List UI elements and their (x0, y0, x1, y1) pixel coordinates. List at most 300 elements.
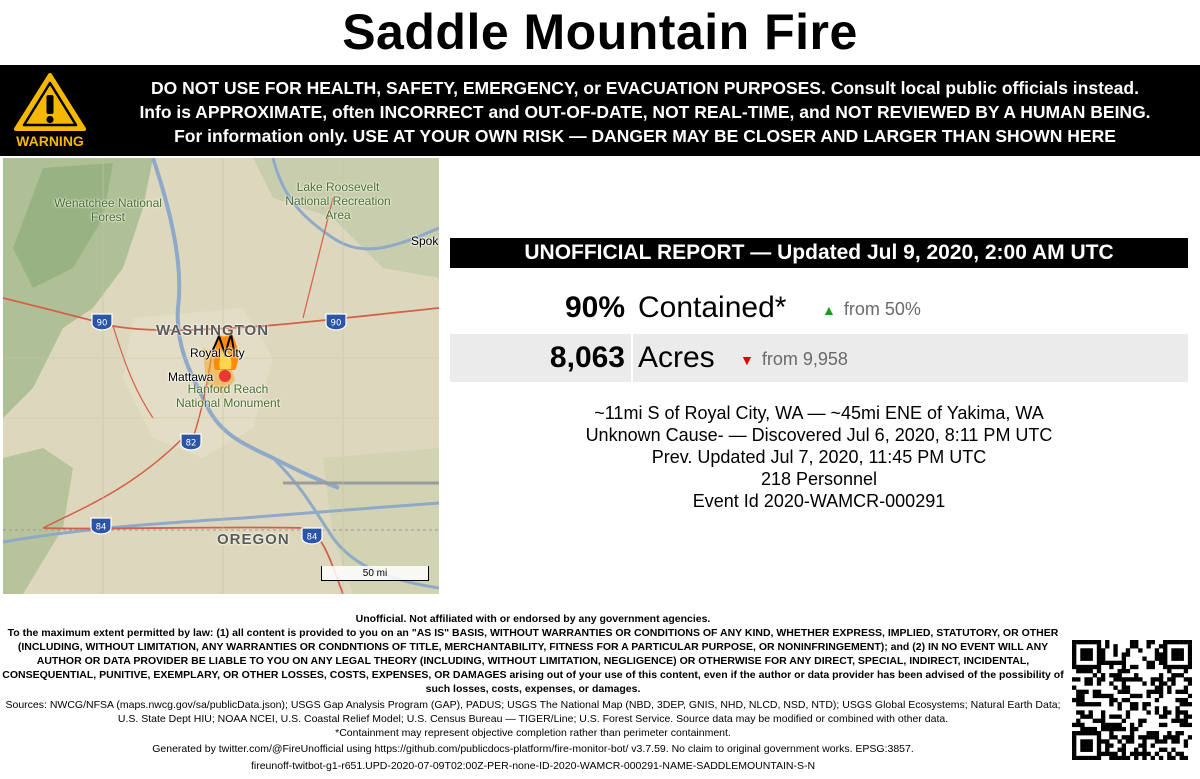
report-id-text: fireunoff-twitbot-g1-r651.UPD-2020-07-09T02:00Z-PER-none-ID-2020-WAMCR-000291-NAME-SADDLEMOUNTAIN-S-N (250, 760, 816, 772)
qr-module (1101, 661, 1105, 665)
map-label-lake-roosevelt: Lake Roosevelt National Recreation Area (285, 180, 391, 222)
qr-module (1184, 743, 1188, 747)
qr-module (1084, 702, 1088, 706)
qr-module (1089, 657, 1093, 661)
qr-module (1076, 690, 1080, 694)
qr-module (1113, 714, 1117, 718)
qr-module (1167, 735, 1171, 739)
qr-module (1072, 739, 1076, 743)
qr-module (1122, 727, 1126, 731)
map-label-hanford: Hanford Reach National Monument (175, 382, 281, 410)
qr-module (1184, 698, 1188, 702)
qr-module (1093, 665, 1097, 669)
qr-module (1126, 756, 1130, 760)
qr-module (1118, 690, 1122, 694)
qr-module (1097, 752, 1101, 756)
interstate-shield-icon (90, 517, 112, 535)
qr-module (1146, 752, 1150, 756)
qr-module (1118, 673, 1122, 677)
qr-module (1146, 702, 1150, 706)
qr-module (1122, 665, 1126, 669)
warning-banner (0, 65, 1200, 156)
qr-module (1180, 673, 1184, 677)
qr-module (1159, 677, 1163, 681)
fire-location-map (3, 158, 439, 594)
interstate-shield-icon (180, 433, 202, 451)
qr-module (1084, 743, 1088, 747)
qr-module (1072, 648, 1076, 652)
qr-module (1126, 710, 1130, 714)
qr-module (1105, 727, 1109, 731)
qr-module (1184, 719, 1188, 723)
qr-module (1122, 677, 1126, 681)
qr-module (1155, 657, 1159, 661)
map-label-royal-city: Royal City (190, 346, 245, 360)
qr-module (1142, 735, 1146, 739)
qr-module (1138, 648, 1142, 652)
qr-module (1134, 727, 1138, 731)
qr-module (1188, 665, 1192, 669)
qr-module (1113, 723, 1117, 727)
arrow-up-icon: ▲ (822, 302, 836, 318)
map-label-washington: WASHINGTON (156, 322, 270, 339)
qr-module (1076, 677, 1080, 681)
qr-module (1163, 657, 1167, 661)
qr-module (1163, 710, 1167, 714)
qr-module (1184, 723, 1188, 727)
qr-module (1113, 686, 1117, 690)
qr-module (1105, 752, 1109, 756)
qr-module (1167, 690, 1171, 694)
qr-module (1122, 657, 1126, 661)
qr-module (1130, 739, 1134, 743)
qr-module (1134, 640, 1138, 644)
qr-module (1167, 677, 1171, 681)
qr-module (1122, 669, 1126, 673)
qr-module (1146, 735, 1150, 739)
qr-module (1080, 731, 1084, 735)
qr-module (1122, 735, 1126, 739)
qr-module (1109, 756, 1113, 760)
personnel-line: 218 Personnel (760, 469, 878, 489)
qr-module (1097, 657, 1101, 661)
qr-module (1134, 677, 1138, 681)
qr-module (1097, 644, 1101, 648)
qr-module (1159, 690, 1163, 694)
qr-module (1180, 657, 1184, 661)
qr-module (1113, 644, 1117, 648)
qr-module (1142, 756, 1146, 760)
qr-module (1167, 756, 1171, 760)
qr-module (1134, 665, 1138, 669)
qr-module (1093, 690, 1097, 694)
qr-module (1167, 669, 1171, 673)
qr-module (1109, 731, 1113, 735)
qr-module (1126, 677, 1130, 681)
qr-module (1171, 652, 1175, 656)
qr-module (1134, 752, 1138, 756)
qr-module (1171, 648, 1175, 652)
qr-module (1180, 752, 1184, 756)
qr-module (1138, 719, 1142, 723)
qr-module (1171, 719, 1175, 723)
qr-module (1138, 743, 1142, 747)
qr-module (1097, 694, 1101, 698)
qr-module (1109, 698, 1113, 702)
qr-module (1180, 710, 1184, 714)
qr-module (1142, 657, 1146, 661)
qr-module (1184, 677, 1188, 681)
qr-module (1171, 640, 1175, 644)
qr-module (1175, 739, 1179, 743)
qr-module (1105, 640, 1109, 644)
qr-module (1159, 661, 1163, 665)
map-label-oregon: OREGON (217, 531, 290, 548)
qr-module (1134, 706, 1138, 710)
qr-module (1163, 723, 1167, 727)
qr-module (1180, 756, 1184, 760)
qr-module (1184, 690, 1188, 694)
qr-module (1072, 743, 1076, 747)
qr-module (1184, 665, 1188, 669)
qr-module (1155, 752, 1159, 756)
qr-module (1076, 731, 1080, 735)
qr-module (1122, 690, 1126, 694)
qr-module (1109, 735, 1113, 739)
qr-module (1089, 652, 1093, 656)
qr-module (1097, 661, 1101, 665)
qr-module (1101, 723, 1105, 727)
qr-module (1072, 686, 1076, 690)
qr-module (1109, 661, 1113, 665)
qr-module (1180, 719, 1184, 723)
qr-module (1080, 694, 1084, 698)
qr-module (1130, 677, 1134, 681)
qr-module (1175, 710, 1179, 714)
qr-module (1080, 714, 1084, 718)
qr-module (1076, 723, 1080, 727)
qr-module (1113, 727, 1117, 731)
qr-module (1072, 665, 1076, 669)
qr-module (1134, 644, 1138, 648)
qr-module (1084, 677, 1088, 681)
qr-module (1084, 739, 1088, 743)
qr-code[interactable] (1072, 640, 1192, 760)
qr-module (1159, 714, 1163, 718)
highway-number: 90 (96, 318, 108, 329)
qr-module (1084, 690, 1088, 694)
contained-change-text: from 50% (843, 299, 921, 319)
qr-module (1122, 719, 1126, 723)
qr-module (1122, 686, 1126, 690)
qr-module (1101, 727, 1105, 731)
qr-module (1155, 731, 1159, 735)
sources-text: Sources: NWCG/NFSA (maps.nwcg.gov/sa/publicData.json); USGS Gap Analysis Program (GAP), PADUS; USGS The National Map (NBD, 3DEP, GNIS, NHD, NLCD, NSD, NTD); USGS Global Ecosystems; Natural Earth Data; U.S. State Dept HIU; NOAA NCEI, U.S. Coastal Relief Model; U.S. Census Bureau — TIGER/Line; U.S. Forest Service. Source data may be modified or combined with other data. (5, 699, 1061, 725)
qr-module (1118, 677, 1122, 681)
qr-module (1151, 731, 1155, 735)
qr-module (1109, 723, 1113, 727)
row-divider (631, 334, 633, 382)
qr-module (1105, 739, 1109, 743)
qr-module (1163, 652, 1167, 656)
qr-module (1109, 694, 1113, 698)
qr-module (1126, 739, 1130, 743)
qr-module (1163, 735, 1167, 739)
qr-module (1171, 748, 1175, 752)
qr-module (1175, 731, 1179, 735)
qr-module (1080, 756, 1084, 760)
qr-module (1076, 640, 1080, 644)
qr-module (1080, 739, 1084, 743)
qr-module (1080, 640, 1084, 644)
contained-change (822, 284, 921, 335)
qr-module (1076, 669, 1080, 673)
qr-module (1101, 739, 1105, 743)
qr-module (1097, 731, 1101, 735)
qr-module (1126, 648, 1130, 652)
qr-module (1118, 714, 1122, 718)
qr-module (1089, 756, 1093, 760)
qr-module (1184, 640, 1188, 644)
report-header: UNOFFICIAL REPORT — Updated Jul 9, 2020, 2:00 AM UTC (450, 238, 1188, 268)
qr-module (1089, 677, 1093, 681)
qr-module (1097, 748, 1101, 752)
warning-line: Info is APPROXIMATE, often INCORRECT and OUT-OF-DATE, NOT REAL-TIME, and NOT REVIEWED BY A HUMAN BEING. (139, 102, 1151, 122)
qr-module (1167, 665, 1171, 669)
qr-module (1175, 735, 1179, 739)
qr-module (1188, 652, 1192, 656)
qr-module (1101, 752, 1105, 756)
qr-module (1122, 681, 1126, 685)
qr-module (1163, 714, 1167, 718)
qr-module (1151, 661, 1155, 665)
qr-module (1084, 714, 1088, 718)
qr-module (1089, 748, 1093, 752)
qr-module (1180, 640, 1184, 644)
qr-module (1167, 686, 1171, 690)
qr-module (1159, 644, 1163, 648)
qr-module (1146, 665, 1150, 669)
qr-module (1101, 694, 1105, 698)
warning-text (100, 76, 1190, 148)
qr-module (1188, 702, 1192, 706)
qr-module (1113, 661, 1117, 665)
qr-module (1089, 702, 1093, 706)
qr-module (1097, 756, 1101, 760)
qr-module (1163, 739, 1167, 743)
qr-module (1084, 657, 1088, 661)
qr-module (1080, 669, 1084, 673)
contained-row (450, 284, 1188, 332)
qr-module (1151, 743, 1155, 747)
qr-module (1188, 657, 1192, 661)
qr-module (1097, 652, 1101, 656)
qr-module (1113, 735, 1117, 739)
qr-module (1126, 652, 1130, 656)
qr-module (1093, 673, 1097, 677)
qr-module (1126, 669, 1130, 673)
qr-module (1113, 677, 1117, 681)
qr-module (1093, 694, 1097, 698)
qr-module (1105, 694, 1109, 698)
highway-number: 84 (95, 522, 107, 533)
contained-value: 90% (564, 291, 625, 324)
qr-module (1109, 714, 1113, 718)
qr-module (1146, 694, 1150, 698)
qr-module (1080, 702, 1084, 706)
qr-module (1101, 714, 1105, 718)
qr-module (1118, 706, 1122, 710)
qr-module (1089, 710, 1093, 714)
qr-module (1089, 714, 1093, 718)
qr-module (1151, 756, 1155, 760)
qr-module (1188, 644, 1192, 648)
qr-module (1076, 694, 1080, 698)
qr-module (1184, 739, 1188, 743)
qr-module (1142, 752, 1146, 756)
qr-module (1159, 694, 1163, 698)
acres-label: Acres (638, 341, 715, 374)
qr-module (1101, 657, 1105, 661)
qr-module (1159, 748, 1163, 752)
qr-module (1188, 723, 1192, 727)
qr-module (1175, 719, 1179, 723)
qr-module (1118, 702, 1122, 706)
qr-module (1188, 648, 1192, 652)
qr-module (1089, 727, 1093, 731)
qr-module (1118, 661, 1122, 665)
qr-module (1109, 727, 1113, 731)
interstate-shield-icon (91, 313, 113, 331)
qr-module (1142, 743, 1146, 747)
location-line: ~11mi S of Royal City, WA — ~45mi ENE of Yakima, WA (594, 403, 1044, 423)
qr-module (1080, 648, 1084, 652)
warning-icon (10, 71, 90, 151)
qr-module (1180, 702, 1184, 706)
qr-module (1175, 698, 1179, 702)
qr-module (1076, 719, 1080, 723)
qr-module (1089, 739, 1093, 743)
qr-module (1109, 702, 1113, 706)
qr-module (1097, 669, 1101, 673)
qr-module (1146, 710, 1150, 714)
qr-module (1138, 723, 1142, 727)
qr-module (1072, 731, 1076, 735)
qr-module (1097, 719, 1101, 723)
qr-module (1122, 756, 1126, 760)
qr-module (1084, 648, 1088, 652)
qr-module (1180, 698, 1184, 702)
qr-module (1126, 698, 1130, 702)
qr-module (1175, 714, 1179, 718)
qr-module (1146, 731, 1150, 735)
qr-module (1167, 710, 1171, 714)
qr-module (1097, 743, 1101, 747)
qr-module (1151, 690, 1155, 694)
qr-module (1089, 640, 1093, 644)
qr-module (1072, 752, 1076, 756)
qr-module (1084, 756, 1088, 760)
interstate-shield-icon (301, 527, 323, 545)
qr-module (1188, 677, 1192, 681)
qr-module (1084, 640, 1088, 644)
warning-label: WARNING (16, 133, 84, 149)
qr-module (1146, 661, 1150, 665)
qr-module (1142, 719, 1146, 723)
qr-module (1105, 748, 1109, 752)
qr-module (1146, 690, 1150, 694)
qr-module (1084, 669, 1088, 673)
qr-module (1105, 644, 1109, 648)
qr-module (1126, 686, 1130, 690)
qr-module (1188, 694, 1192, 698)
qr-module (1151, 681, 1155, 685)
qr-module (1175, 657, 1179, 661)
qr-module (1155, 735, 1159, 739)
qr-module (1097, 681, 1101, 685)
qr-module (1171, 681, 1175, 685)
qr-module (1159, 739, 1163, 743)
qr-module (1080, 665, 1084, 669)
disclaimer-footer (0, 612, 1066, 773)
qr-module (1080, 748, 1084, 752)
qr-module (1072, 756, 1076, 760)
qr-module (1097, 648, 1101, 652)
highway-number: 90 (330, 318, 342, 329)
map-label-wenatchee: Wenatchee National Forest (54, 196, 162, 224)
interstate-shield-icon (325, 313, 347, 331)
qr-module (1171, 739, 1175, 743)
qr-module (1080, 710, 1084, 714)
qr-module (1188, 640, 1192, 644)
qr-module (1122, 661, 1126, 665)
qr-module (1184, 756, 1188, 760)
qr-module (1175, 690, 1179, 694)
qr-module (1126, 735, 1130, 739)
fire-details (450, 402, 1188, 512)
qr-module (1159, 673, 1163, 677)
qr-module (1080, 698, 1084, 702)
qr-module (1084, 681, 1088, 685)
qr-module (1163, 681, 1167, 685)
arrow-down-icon: ▼ (740, 352, 754, 368)
qr-module (1184, 710, 1188, 714)
qr-module (1175, 640, 1179, 644)
qr-module (1130, 665, 1134, 669)
qr-module (1175, 706, 1179, 710)
qr-module (1097, 702, 1101, 706)
unofficial-notice: Unofficial. Not affiliated with or endorsed by any government agencies. (355, 613, 711, 625)
qr-module (1134, 756, 1138, 760)
qr-module (1130, 723, 1134, 727)
qr-module (1118, 756, 1122, 760)
qr-module (1126, 714, 1130, 718)
qr-module (1151, 640, 1155, 644)
qr-module (1138, 735, 1142, 739)
qr-module (1122, 748, 1126, 752)
qr-module (1080, 727, 1084, 731)
qr-module (1101, 710, 1105, 714)
qr-module (1130, 694, 1134, 698)
contained-label: Contained* (638, 291, 787, 324)
qr-module (1134, 694, 1138, 698)
qr-module (1163, 640, 1167, 644)
qr-module (1130, 752, 1134, 756)
qr-module (1155, 706, 1159, 710)
qr-module (1159, 686, 1163, 690)
qr-module (1101, 719, 1105, 723)
qr-module (1113, 752, 1117, 756)
